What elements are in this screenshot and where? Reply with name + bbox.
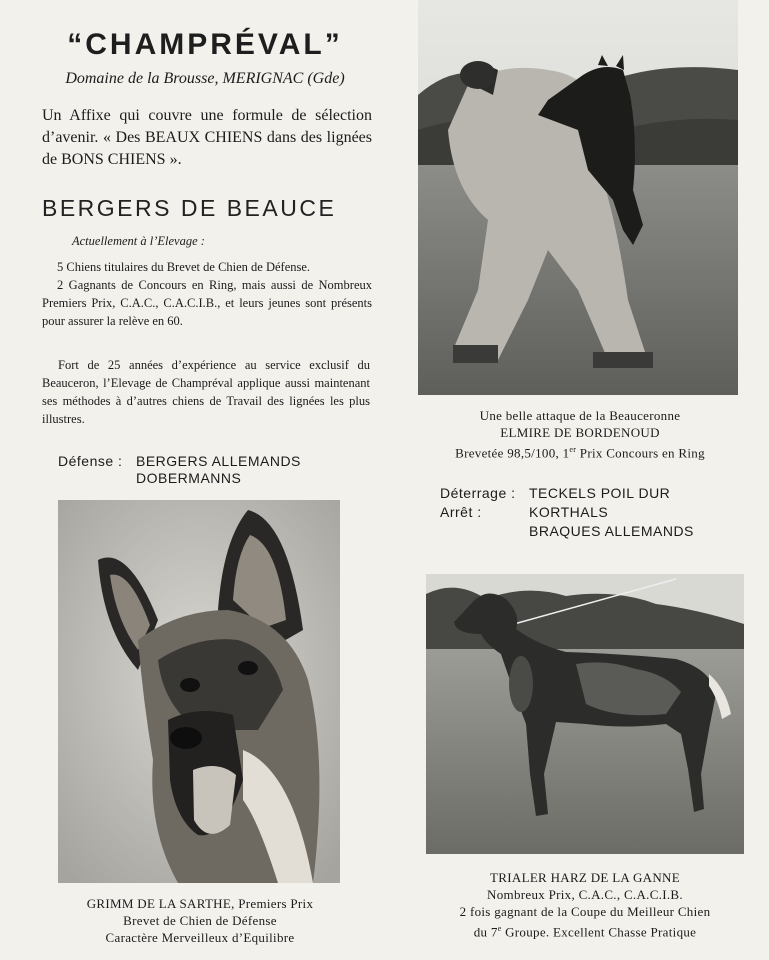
caption-line: 2 fois gagnant de la Coupe du Meilleur Chien: [459, 904, 711, 919]
dog-name: GRIMM DE LA SARTHE, Premiers Prix: [86, 896, 314, 911]
deterrage-breed: TECKELS POIL DUR: [529, 485, 671, 501]
photo-beauceron-attack: [418, 0, 738, 395]
deterrage-label: Déterrage :: [440, 485, 516, 501]
caption-line: du 7e Groupe. Excellent Chasse Pratique: [473, 924, 697, 940]
caption-line: Caractère Merveilleux d’Equilibre: [105, 930, 295, 945]
caption-line: Nombreux Prix, C.A.C., C.A.C.I.B.: [487, 887, 683, 902]
intro-paragraph: Un Affixe qui couvre une formule de sélection d’avenir. « Des BEAUX CHIENS dans des lignées de BONS CHIENS ».: [42, 107, 372, 168]
breeding-details: [42, 258, 372, 330]
defense-breed-2: DOBERMANNS: [136, 470, 242, 486]
caption-line: Brevetée 98,5/100, 1er Prix Concours en Ring: [455, 445, 705, 461]
breeding-line-1: 5 Chiens titulaires du Brevet de Chien de Défense.: [57, 260, 311, 274]
breed-heading: BERGERS DE BEAUCE: [42, 195, 337, 221]
caption-line: Brevet de Chien de Défense: [123, 913, 277, 928]
defense-breeds: [58, 453, 301, 486]
arret-label: Arrêt :: [440, 504, 482, 520]
breeding-heading: Actuellement à l’Elevage :: [72, 234, 205, 248]
kennel-title: “CHAMPRÉVAL”: [67, 28, 343, 61]
experience-paragraph: [42, 356, 370, 428]
photo-german-pointer: [426, 574, 744, 854]
kennel-address: Domaine de la Brousse, MERIGNAC (Gde): [65, 70, 345, 87]
defense-label: Défense :: [58, 453, 123, 469]
photo-german-pointer-caption: [395, 869, 769, 940]
caption-line: Une belle attaque de la Beauceronne: [479, 408, 681, 423]
dog-name: ELMIRE DE BORDENOUD: [500, 425, 660, 440]
arret-breed-1: KORTHALS: [529, 504, 609, 520]
defense-breed-1: BERGERS ALLEMANDS: [136, 453, 301, 469]
other-breeds: [440, 485, 694, 542]
photo-beauceron-caption: [400, 407, 760, 461]
breeding-line-2: 2 Gagnants de Concours en Ring, mais aussi de Nombreux Premiers Prix, C.A.C., C.A.C.I.B., et leurs jeunes sont présents pour assurer la relève en 60.: [42, 278, 372, 328]
arret-breed-2: BRAQUES ALLEMANDS: [529, 523, 694, 539]
experience-text: Fort de 25 années d’expérience au service exclusif du Beauceron, l’Elevage de Champréval applique aussi maintenant ses méthodes à d’autres chiens de Travail des lignées les plus illustres.: [42, 358, 370, 426]
dog-name: TRIALER HARZ DE LA GANNE: [490, 870, 680, 885]
photo-german-shepherd: [58, 500, 340, 883]
photo-german-shepherd-caption: [40, 895, 360, 946]
